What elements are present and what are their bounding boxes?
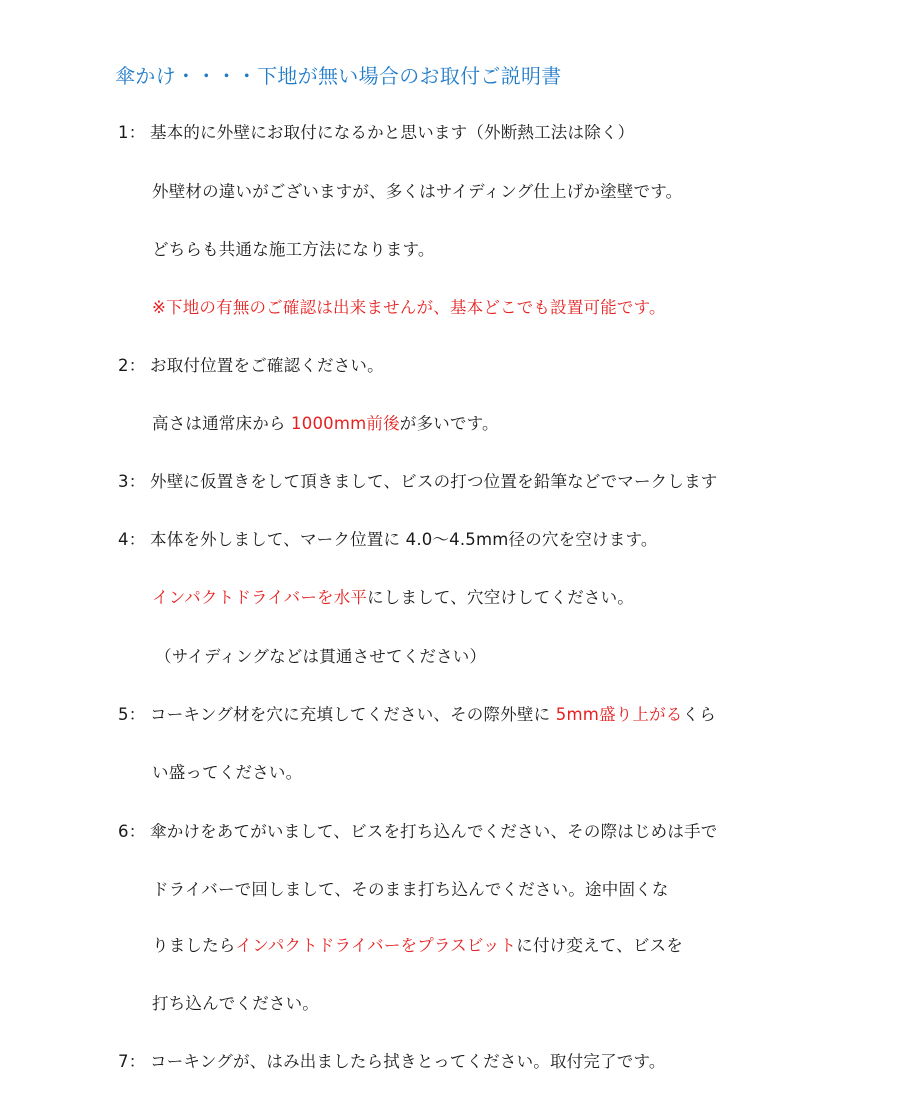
step-4-detail-1: インパクトドライバーを水平にしまして、穴空けしてください。 (152, 588, 634, 607)
step-7-line: コーキングが、はみ出ましたら拭きとってください。取付完了です。 (150, 1052, 666, 1071)
step-number-5: 5： (118, 705, 146, 724)
step-number-2: 2： (118, 356, 146, 375)
step-6-detail-3: 打ち込んでください。 (152, 994, 319, 1013)
highlight-height: 1000mm前後 (291, 414, 400, 433)
step-1-note: ※下地の有無のご確認は出来ませんが、基本どこでも設置可能です。 (152, 298, 666, 317)
step-3-line: 外壁に仮置きをして頂きまして、ビスの打つ位置を鉛筆などでマークします (150, 472, 718, 491)
step-2-line: お取付位置をご確認ください。 (150, 356, 384, 375)
step-number-4: 4： (118, 530, 146, 549)
step-5-detail: い盛ってください。 (152, 763, 303, 782)
highlight-impact-driver: インパクトドライバーを水平 (152, 588, 368, 607)
step-4-line: 本体を外しまして、マーク位置に 4.0～4.5mm径の穴を空けます。 (150, 530, 658, 549)
step-2-detail: 高さは通常床から 1000mm前後が多いです。 (152, 414, 499, 433)
highlight-5mm: 5mm盛り上がる (555, 705, 683, 724)
step-6-detail-1: ドライバーで回しまして、そのまま打ち込んでください。途中固くな (152, 880, 669, 899)
step-5-line: コーキング材を穴に充填してください、その際外壁に 5mm盛り上がるくら (150, 705, 716, 724)
step-number-7: 7： (118, 1052, 146, 1071)
document-title: 傘かけ・・・・下地が無い場合のお取付ご説明書 (115, 64, 562, 88)
step-number-6: 6： (118, 822, 146, 841)
step-4-detail-2: （サイディングなどは貫通させてください） (155, 647, 487, 666)
highlight-plus-bit: インパクトドライバーをプラスビット (235, 936, 517, 955)
step-1-detail-2: どちらも共通な施工方法になります。 (152, 240, 435, 259)
step-6-line: 傘かけをあてがいまして、ビスを打ち込んでください、その際はじめは手で (150, 822, 718, 841)
step-6-detail-2: りましたらインパクトドライバーをプラスビットに付け変えて、ビスを (152, 936, 683, 955)
step-number-3: 3： (118, 472, 146, 491)
step-1-line: 基本的に外壁にお取付になるかと思います（外断熱工法は除く） (150, 123, 635, 142)
step-number-1: 1： (118, 123, 146, 142)
step-1-detail-1: 外壁材の違いがございますが、多くはサイディング仕上げか塗壁です。 (152, 182, 683, 201)
